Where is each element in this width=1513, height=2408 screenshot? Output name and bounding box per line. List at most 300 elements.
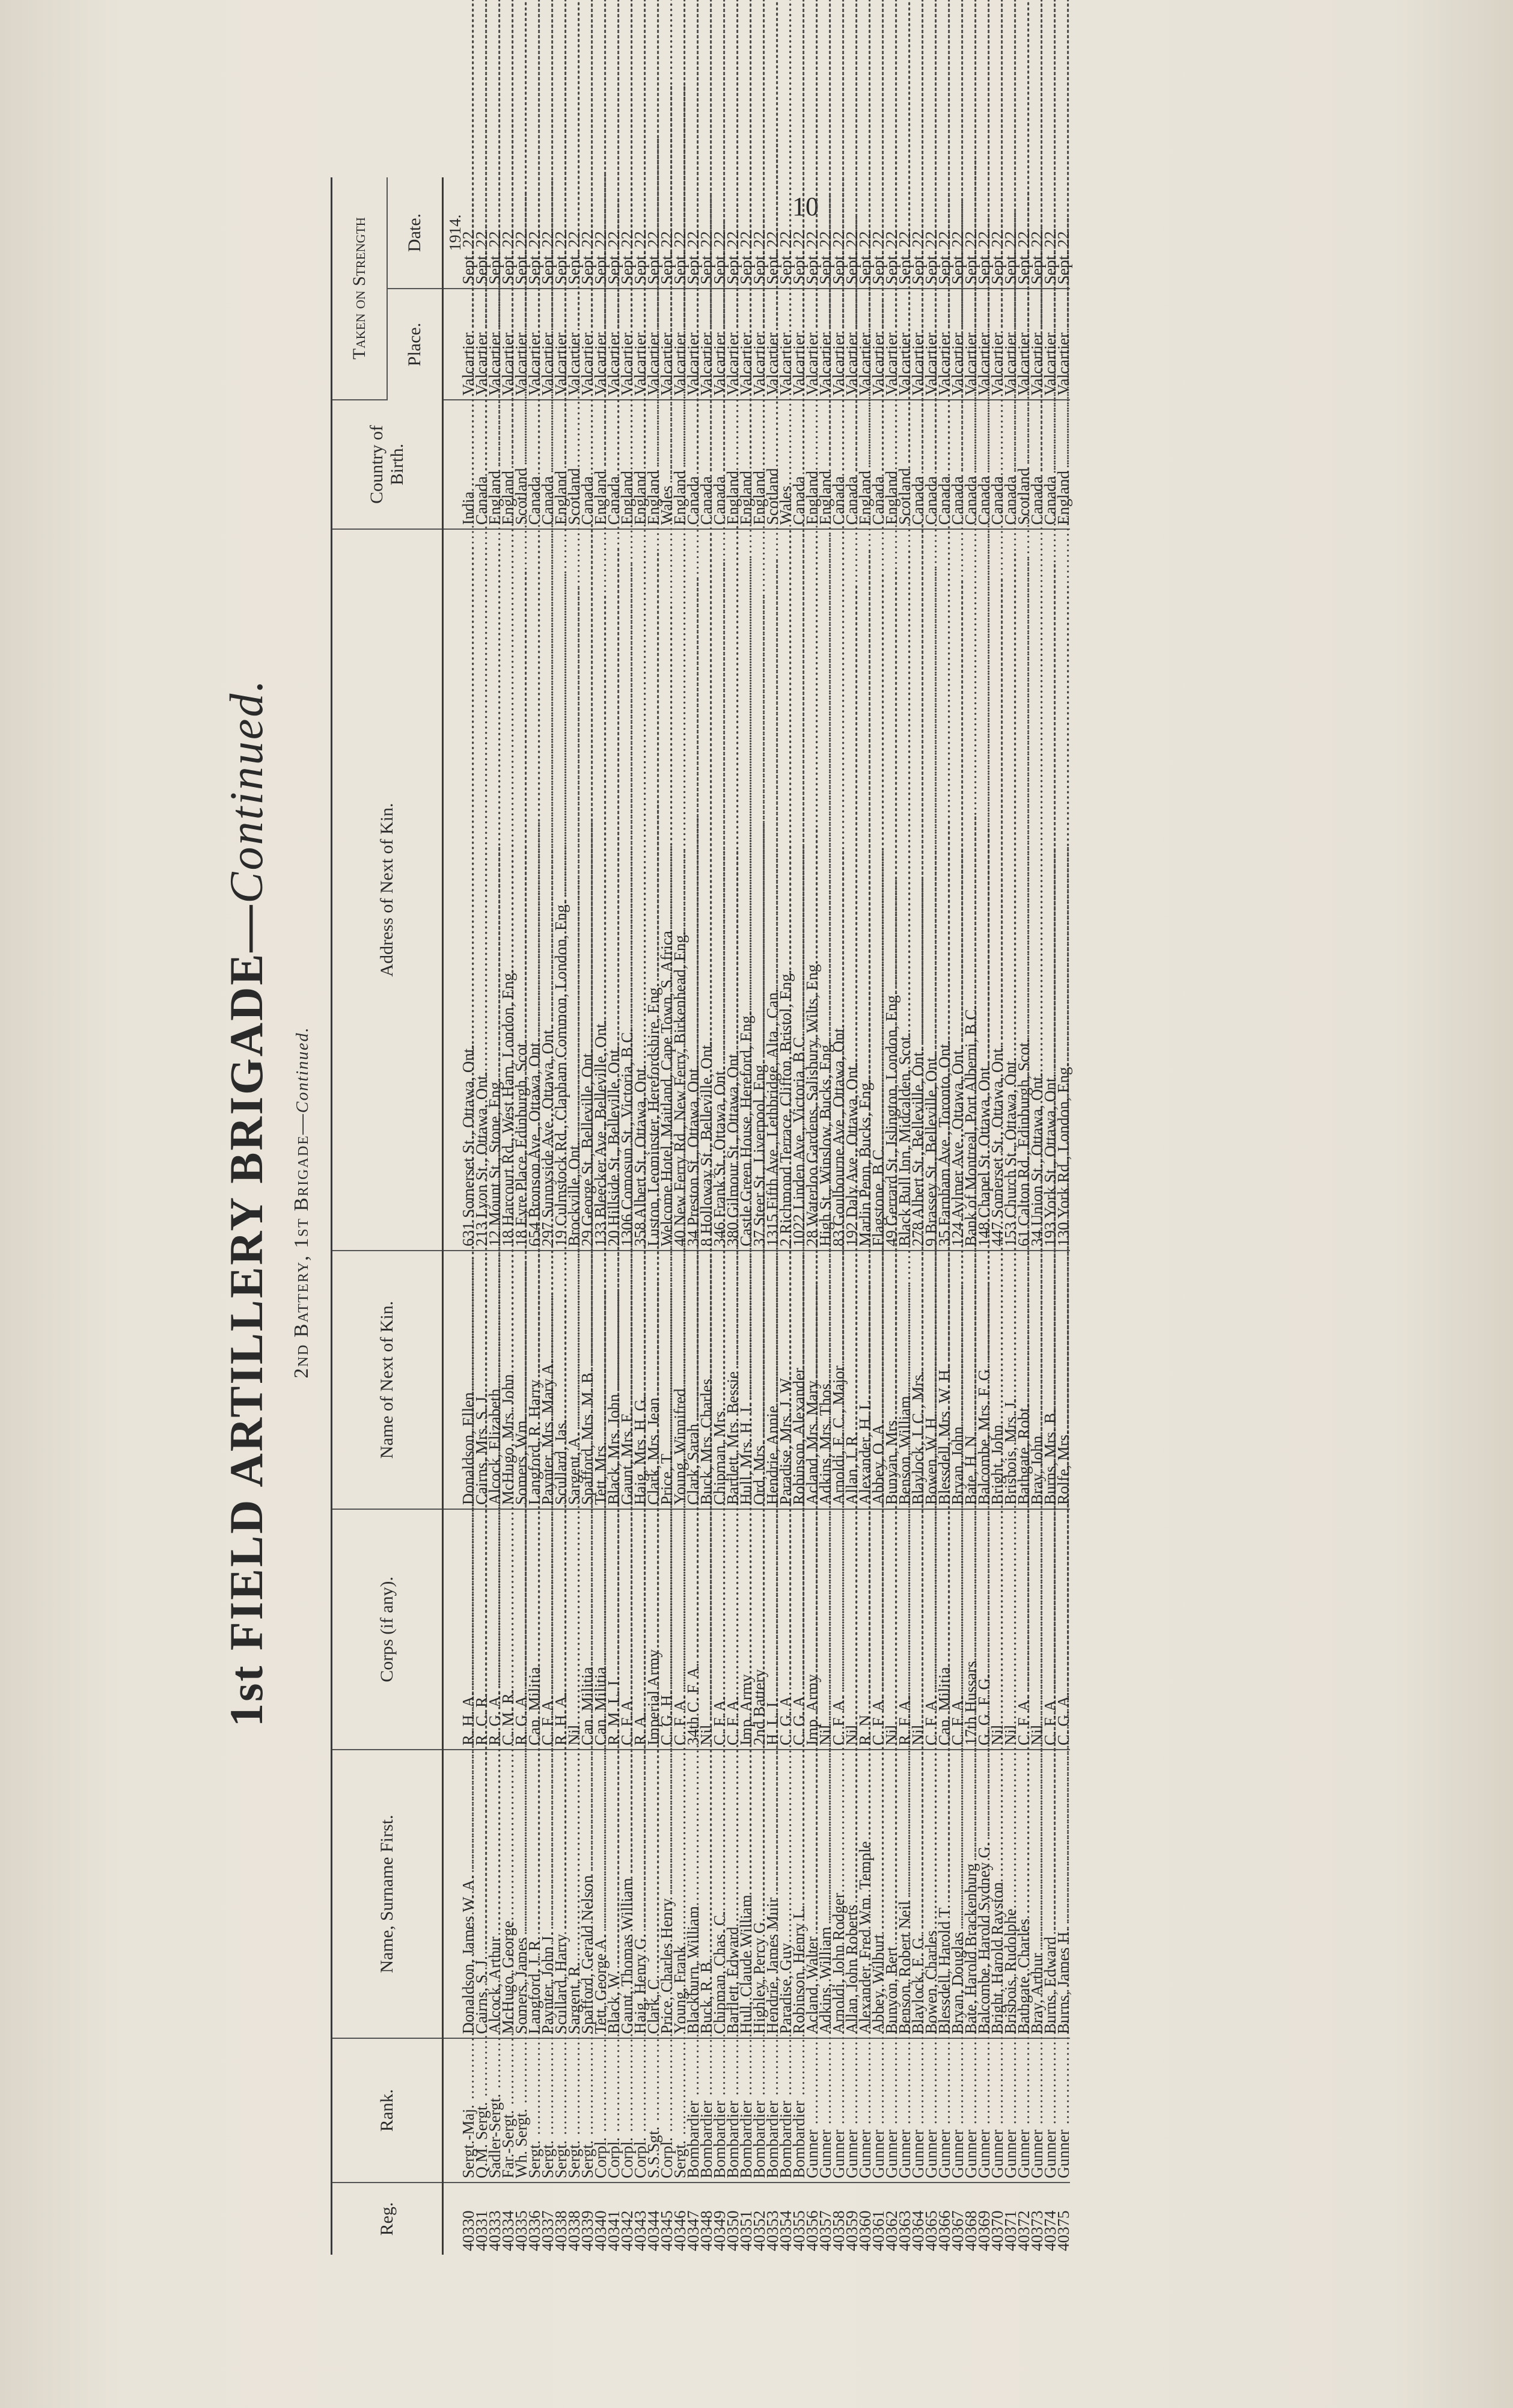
cell-country-text: India ..... — [462, 404, 475, 525]
cell-date-text: Sept. 22 — [869, 231, 887, 284]
header-date: Date. — [387, 177, 443, 289]
cell-reg-text: 40346 — [671, 2210, 689, 2251]
cell-date-text: Sept. 22 — [644, 231, 662, 284]
cell-reg-text: 40334 — [499, 2210, 517, 2251]
cell-date-text: Sept. 22 — [658, 231, 676, 284]
cell-country-text: Wales ..... — [660, 404, 673, 525]
cell-kin-name-text: Clark, Sarah ..... — [686, 1255, 700, 1505]
cell-kin-name-text: Adkins, Mrs. Thos. ..... — [819, 1255, 832, 1505]
cell-name-text: Scullard, Harry ..... — [554, 1754, 567, 2034]
cell-kin-address-text: 2 Richmond Terrace, Clifton, Bristol, Eng. ..... — [779, 533, 792, 1246]
cell-rank-text: Gunner ..... — [1057, 2042, 1070, 2178]
cell-corps-text: Imperial Army ..... — [647, 1513, 660, 1745]
cell-kin-name-text: Bunyan, Mrs. ..... — [885, 1255, 898, 1505]
cell-rank-text: Gunner ..... — [885, 2042, 898, 2178]
cell-kin-name-text: Bate, H. N. ..... — [964, 1255, 977, 1505]
cell-country-text: Scotland ..... — [898, 404, 911, 525]
cell-kin-name-text: Bartlett, Mrs. Bessie ..... — [726, 1255, 739, 1505]
cell-rank-text: Gunner ..... — [898, 2042, 911, 2178]
cell-corps — [1054, 1509, 1072, 1750]
title-continued: Continued. — [220, 678, 272, 904]
cell-name-text: Sargent, R. ..... — [567, 1754, 581, 2034]
cell-date-text: Sept. 22 — [711, 231, 729, 284]
cell-reg-text: 40368 — [962, 2210, 980, 2251]
cell-date-text: Sept. 22 — [486, 231, 504, 284]
cell-name-text: Spafford, Gerald Nelson ..... — [581, 1754, 594, 2034]
cell-kin-address-text: Luston, Leominster, Herefordshire, Eng. ..... — [647, 533, 660, 1246]
cell-kin-name-text: Robinson, Alexander ..... — [792, 1255, 805, 1505]
header-taken-on-strength: Taken on Strength — [332, 177, 388, 400]
cell-reg-text: 40363 — [896, 2210, 914, 2251]
cell-rank-text: Far.-Sergt. ..... — [501, 2042, 515, 2178]
cell-rank-text: Wh. Sergt. ..... — [515, 2042, 528, 2178]
cell-place-text: Valcartier ..... — [1044, 293, 1057, 396]
cell-place-text: Valcartier ..... — [726, 293, 739, 396]
cell-date-text: Sept. 22 — [962, 231, 980, 284]
cell-date-text: Sept. 22 — [512, 231, 530, 284]
cell-name-text: Adkins, William ..... — [819, 1754, 832, 2034]
cell-reg-text: 40339 — [578, 2210, 596, 2251]
cell-kin-address-text: Black Bull Inn, Midcalden, Scot. ..... — [898, 533, 911, 1246]
cell-place-text: Valcartier ..... — [475, 293, 488, 396]
cell-place-text: Valcartier ..... — [1057, 293, 1070, 396]
cell-place-text: Valcartier ..... — [872, 293, 885, 396]
cell-place-text: Valcartier ..... — [647, 293, 660, 396]
cell-date-text: Sept. 22 — [803, 231, 821, 284]
cell-corps-text: Can. Militia ..... — [581, 1513, 594, 1745]
cell-kin-name-text: Gaunt, Mrs. E. ..... — [620, 1255, 634, 1505]
cell-reg-text: 40351 — [737, 2210, 755, 2251]
cell-date-text: Sept. 22 — [1028, 231, 1046, 284]
cell-kin-name-text: Donaldson, Ellen ..... — [462, 1255, 475, 1505]
cell-kin-name-text: Abbey, O. A. ..... — [872, 1255, 885, 1505]
cell-place-text: Valcartier ..... — [700, 293, 713, 396]
cell-name-text: Bowen, Charles ..... — [925, 1754, 938, 2034]
cell-place-text: Valcartier ..... — [673, 293, 686, 396]
cell-reg-text: 40364 — [909, 2210, 927, 2251]
header-rank: Rank. — [332, 2038, 443, 2183]
cell-kin-address-text: 631 Somerset St., Ottawa, Ont. ..... — [462, 533, 475, 1246]
cell-date-text: Sept. 22 — [1015, 231, 1033, 284]
cell-kin-name-text: Hendrie, Annie ..... — [766, 1255, 779, 1505]
cell-date-text: Sept. 22 — [975, 231, 993, 284]
cell-kin-address-text: 1306 Comosun St., Victoria, B.C. ..... — [620, 533, 634, 1246]
cell-reg — [1054, 2183, 1072, 2255]
cell-corps-text: R. G. A. ..... — [488, 1513, 501, 1745]
cell-country-text: Canada ..... — [686, 404, 700, 525]
cell-reg-text: 40365 — [922, 2210, 940, 2251]
cell-kin-name-text: Brisbois, Mrs. J. ..... — [1004, 1255, 1017, 1505]
cell-date-text: Sept. 22 — [856, 231, 874, 284]
cell-reg-text: 40343 — [631, 2210, 649, 2251]
cell-name-text: Tett, George A. ..... — [594, 1754, 607, 2034]
cell-kin-address-text: 28 Waterloo Gardens, Salisbury, Wilts, Eng. ..... — [805, 533, 819, 1246]
cell-date-text: Sept. 22 — [631, 231, 649, 284]
cell-kin-name-text: Balcombe, Mrs. F. G. ..... — [977, 1255, 991, 1505]
cell-place-text: Valcartier ..... — [858, 293, 872, 396]
cell-country-text: Scotland ..... — [1017, 404, 1030, 525]
cell-place-text: Valcartier ..... — [554, 293, 567, 396]
cell-rank-text: Gunner ..... — [925, 2042, 938, 2178]
cell-corps-text: R. F. A. ..... — [898, 1513, 911, 1745]
cell-reg-text: 40331 — [472, 2210, 491, 2251]
cell-country-text: Canada ..... — [991, 404, 1004, 525]
cell-kin-address-text: 124 Aylmer Ave., Ottawa, Ont. ..... — [951, 533, 964, 1246]
header-country: Country of Birth. — [332, 400, 443, 529]
cell-place-text: Valcartier ..... — [1004, 293, 1017, 396]
cell-date-text: Sept. 22 — [843, 231, 861, 284]
cell-country — [1054, 400, 1072, 529]
cell-corps-text: Imp. Army ..... — [805, 1513, 819, 1745]
subtitle-continued: Continued. — [293, 1026, 312, 1114]
cell-place-text: Valcartier ..... — [991, 293, 1004, 396]
cell-date-text: Sept. 22 — [697, 231, 715, 284]
cell-corps-text: C. F. A. ..... — [673, 1513, 686, 1745]
cell-name-text: Hull, Claude William ..... — [739, 1754, 753, 2034]
cell-rank-text: Sergt. ..... — [581, 2042, 594, 2178]
cell-reg-text: 40370 — [988, 2210, 1006, 2251]
cell-country-text: Scotland ..... — [567, 404, 581, 525]
cell-place-text: Valcartier ..... — [501, 293, 515, 396]
cell-place-text: Valcartier ..... — [819, 293, 832, 396]
cell-country-text: England ..... — [885, 404, 898, 525]
cell-rank-text: Bombardier ..... — [713, 2042, 726, 2178]
cell-date-text: Sept. 22 — [882, 231, 900, 284]
cell-name-text: Bray, Arthur ..... — [1030, 1754, 1044, 2034]
cell-kin-address-text: 83 Goulbourne Ave., Ottawa, Ont. ..... — [832, 533, 845, 1246]
cell-place-text: Valcartier ..... — [620, 293, 634, 396]
cell-rank-text: Corpl. ..... — [607, 2042, 620, 2178]
cell-country-text: England ..... — [554, 404, 567, 525]
cell-name-text: Gaunt, Thomas William ..... — [620, 1754, 634, 2034]
cell-place-text: Valcartier ..... — [779, 293, 792, 396]
cell-rank-text: Gunner ..... — [832, 2042, 845, 2178]
cell-kin-address-text: 18 Eyre Place, Edinburgh, Scot. ..... — [515, 533, 528, 1246]
cell-date-text: Sept. 22 — [525, 231, 543, 284]
cell-date-text: Sept. 22 — [763, 231, 781, 284]
cell-date-text: Sept. 22 — [777, 231, 795, 284]
cell-corps-text: C. G. H. ..... — [660, 1513, 673, 1745]
cell-country-text: Canada ..... — [964, 404, 977, 525]
cell-rank-text: Sergt. ..... — [528, 2042, 541, 2178]
cell-kin-address-text: 213 Lyon St., Ottawa, Ont. ..... — [475, 533, 488, 1246]
header-corps: Corps (if any). — [332, 1509, 443, 1750]
cell-corps-text: C. F. A. ..... — [541, 1513, 554, 1745]
cell-kin-name-text: Chipman, Mrs. ..... — [713, 1255, 726, 1505]
cell-corps-text: C. G. A. ..... — [779, 1513, 792, 1745]
cell-place-text: Valcartier ..... — [528, 293, 541, 396]
cell-country-text: Canada ..... — [845, 404, 858, 525]
cell-rank-text: Sergt. ..... — [554, 2042, 567, 2178]
cell-kin-name-text: Paynter, Mrs. Mary A. ..... — [541, 1255, 554, 1505]
cell-corps-text: Imp. Army ..... — [739, 1513, 753, 1745]
table-body — [443, 177, 1071, 2255]
cell-kin-address-text: 1315 Fifth Ave., Lethbridge, Alta., Can. ..... — [766, 533, 779, 1246]
cell-corps-text: C. F. A. ..... — [726, 1513, 739, 1745]
cell-place-text: Valcartier ..... — [567, 293, 581, 396]
cell-place-text: Valcartier ..... — [581, 293, 594, 396]
cell-kin-name-text: Blaylock, J. C., Mrs. ..... — [911, 1255, 925, 1505]
cell-name-text: Somers, James ..... — [515, 1754, 528, 2034]
cell-kin-address-text: Welcome Hotel, Maitland, Cape Town, S. Africa ..... — [660, 533, 673, 1246]
cell-rank-text: Gunner ..... — [991, 2042, 1004, 2178]
cell-corps-text: 2nd Battery ..... — [753, 1513, 766, 1745]
cell-country-text: Canada ..... — [977, 404, 991, 525]
nominal-roll-table — [331, 177, 1070, 2255]
cell-reg-text: 40333 — [486, 2210, 504, 2251]
cell-kin-name-text: Bryan, John ..... — [951, 1255, 964, 1505]
cell-rank-text: Sergt. ..... — [673, 2042, 686, 2178]
cell-name-text: Benson, Robert Neil ..... — [898, 1754, 911, 2034]
cell-place-text: Valcartier ..... — [1030, 293, 1044, 396]
cell-name-text: Paynter, John J. ..... — [541, 1754, 554, 2034]
cell-kin-name-text: Bray, John ..... — [1030, 1255, 1044, 1505]
header-name: Name, Surname First. — [332, 1750, 443, 2038]
cell-country-text: England ..... — [805, 404, 819, 525]
cell-reg-text: 40360 — [856, 2210, 874, 2251]
cell-date-text: Sept. 22 — [988, 231, 1006, 284]
cell-country-text: Canada ..... — [581, 404, 594, 525]
cell-name-text: Blaylock, E. G. ..... — [911, 1754, 925, 2034]
cell-name-text: Clark, C. ..... — [647, 1754, 660, 2034]
cell-country-text: Canada ..... — [475, 404, 488, 525]
cell-rank-text: Gunner ..... — [911, 2042, 925, 2178]
cell-place-text: Valcartier ..... — [805, 293, 819, 396]
cell-reg-text: 40340 — [591, 2210, 610, 2251]
cell-kin-name-text: Somers, Wm. ..... — [515, 1255, 528, 1505]
cell-date-text: Sept. 22 — [816, 231, 834, 284]
cell-name-text: Young, Frank ..... — [673, 1754, 686, 2034]
cell-rank-text: Bombardier ..... — [766, 2042, 779, 2178]
cell-corps-text: Can. Militia ..... — [594, 1513, 607, 1745]
cell-rank-text: Gunner ..... — [938, 2042, 951, 2178]
cell-reg-text: 40330 — [459, 2210, 477, 2251]
cell-place-text: Valcartier ..... — [938, 293, 951, 396]
title-main: 1st FIELD ARTILLERY BRIGADE — [220, 952, 272, 1727]
cell-place-text: Valcartier ..... — [845, 293, 858, 396]
cell-place-text: Valcartier ..... — [977, 293, 991, 396]
cell-corps-text: Nil ..... — [819, 1513, 832, 1745]
cell-name-text: Abbey, Wilburt ..... — [872, 1754, 885, 2034]
cell-rank — [1054, 2038, 1072, 2183]
header-place: Place. — [387, 289, 443, 400]
cell-country-text: England ..... — [620, 404, 634, 525]
cell-kin-name-text: Benson, William ..... — [898, 1255, 911, 1505]
cell-name-text: Alcock, Arthur ..... — [488, 1754, 501, 2034]
cell-date-text: Sept. 22 — [578, 231, 596, 284]
cell-rank-text: Gunner ..... — [1017, 2042, 1030, 2178]
cell-date-text: Sept. 22 — [565, 231, 583, 284]
cell-country-text: Canada ..... — [1044, 404, 1057, 525]
cell-name-text: Acland, Walter ..... — [805, 1754, 819, 2034]
cell-corps-text: Nil ..... — [991, 1513, 1004, 1745]
cell-country-text: Canada ..... — [911, 404, 925, 525]
cell-reg-text: 40342 — [618, 2210, 636, 2251]
cell-date-text: Sept. 22 — [459, 231, 477, 284]
cell-country-text: England ..... — [739, 404, 753, 525]
cell-reg-text: 40353 — [763, 2210, 781, 2251]
cell-name-text: Blessdell, Harold T. ..... — [938, 1754, 951, 2034]
cell-country-text: Scotland ..... — [766, 404, 779, 525]
year-label: 1914. — [443, 177, 462, 289]
cell-kin-name-text: Blessdell, Mrs. W. H. ..... — [938, 1255, 951, 1505]
cell-country-text: England ..... — [488, 404, 501, 525]
cell-corps-text: C. F. A. ..... — [832, 1513, 845, 1745]
cell-country-text: England ..... — [753, 404, 766, 525]
cell-reg-text: 40348 — [697, 2210, 715, 2251]
cell-name-text: Donaldson, James W. A. ..... — [462, 1754, 475, 2034]
cell-place-text: Valcartier ..... — [964, 293, 977, 396]
cell-name-text: Balcombe, Harold Sydney G. ..... — [977, 1754, 991, 2034]
cell-country-text: England ..... — [634, 404, 647, 525]
cell-kin-name-text: Bathgate, Robt. ..... — [1017, 1255, 1030, 1505]
cell-date-text: Sept. 22 — [922, 231, 940, 284]
cell-corps-text: 17th Hussars ..... — [964, 1513, 977, 1745]
cell-date-text: Sept. 22 — [671, 231, 689, 284]
cell-country-text: England ..... — [726, 404, 739, 525]
cell-kin-name-text: Black, Mrs. John ..... — [607, 1255, 620, 1505]
cell-country-text: Canada ..... — [713, 404, 726, 525]
cell-reg-text: 40349 — [711, 2210, 729, 2251]
cell-kin-address-text: 20 Hillside St., Belleville, Ont. ..... — [607, 533, 620, 1246]
cell-kin-address-text: 49 Gerrard St., Islington, London, Eng. ..... — [885, 533, 898, 1246]
page-subtitle: 2nd Battery, 1st Brigade—Continued. — [290, 1026, 313, 1379]
cell-name-text: Buck, R. B. ..... — [700, 1754, 713, 2034]
cell-country-text: Canada ..... — [607, 404, 620, 525]
cell-place-text: Valcartier ..... — [951, 293, 964, 396]
cell-corps-text: Nil ..... — [845, 1513, 858, 1745]
cell-place-text: Valcartier ..... — [766, 293, 779, 396]
cell-country-text: Canada ..... — [938, 404, 951, 525]
cell-place-text: Valcartier ..... — [713, 293, 726, 396]
subtitle-main: 2nd Battery, 1st Brigade — [290, 1135, 313, 1379]
cell-rank-text: Gunner ..... — [1044, 2042, 1057, 2178]
page-number: 10 — [792, 192, 819, 221]
cell-country-text: England ..... — [1057, 404, 1070, 525]
cell-reg-text: 40341 — [605, 2210, 623, 2251]
cell-rank-text: Bombardier ..... — [792, 2042, 805, 2178]
cell-corps-text: Nil ..... — [1004, 1513, 1017, 1745]
cell-kin-address-text: 380 Gilmour St., Ottawa, Ont. ..... — [726, 533, 739, 1246]
cell-rank-text: Q.M. Sergt. ..... — [475, 2042, 488, 2178]
cell-date-text: Sept. 22 — [949, 231, 967, 284]
cell-date-text: Sept. 22 — [896, 231, 914, 284]
cell-place-text: Valcartier ..... — [925, 293, 938, 396]
cell-corps-text: C. G. A. ..... — [1057, 1513, 1070, 1745]
cell-place-text: Valcartier ..... — [885, 293, 898, 396]
cell-corps-text: Nil ..... — [911, 1513, 925, 1745]
cell-name-text: Paradise, Guy ..... — [779, 1754, 792, 2034]
cell-corps-text: Nil ..... — [700, 1513, 713, 1745]
cell-kin-address-text: 34 Union St., Ottawa, Ont. ..... — [1030, 533, 1044, 1246]
cell-date-text: Sept. 22 — [909, 231, 927, 284]
cell-name-text: Robinson, Henry L. ..... — [792, 1754, 805, 2034]
cell-date-text: Sept. 22 — [684, 231, 702, 284]
cell-country-text: Canada ..... — [872, 404, 885, 525]
header-kin-address: Address of Next of Kin. — [332, 529, 443, 1251]
cell-name-text: Bunyon, Bert ..... — [885, 1754, 898, 2034]
cell-reg-text: 40337 — [539, 2210, 557, 2251]
cell-kin-address-text: 654 Bronson Ave., Ottawa, Ont. ..... — [528, 533, 541, 1246]
cell-name-text: Highley, Percy G. ..... — [753, 1754, 766, 2034]
cell-country-text: England ..... — [819, 404, 832, 525]
cell-kin-name-text: Bowen, W. H. ..... — [925, 1255, 938, 1505]
cell-kin-name-text: Spafford, Mrs. M. B. ..... — [581, 1255, 594, 1505]
cell-reg-text: 40336 — [525, 2210, 543, 2251]
cell-kin-address-text: 192 Daly Ave., Ottawa, Ont. ..... — [845, 533, 858, 1246]
cell-reg-text: 40374 — [1041, 2210, 1059, 2251]
cell-rank-text: S.S.Sgt. ..... — [647, 2042, 660, 2178]
cell-date-text: Sept. 22 — [605, 231, 623, 284]
cell-kin-address-text: 40 New Ferry Rd., New Ferry, Birkenhead, Eng. ..... — [673, 533, 686, 1246]
cell-kin-address-text: Marlin Penn, Bucks, Eng. ..... — [858, 533, 872, 1246]
cell-date-text: Sept. 22 — [1041, 231, 1059, 284]
cell-kin-address-text: 37 Steer St., Liverpool, Eng. ..... — [753, 533, 766, 1246]
cell-rank-text: Corpl. ..... — [634, 2042, 647, 2178]
cell-place-text: Valcartier ..... — [753, 293, 766, 396]
cell-name-text: Haig, Henry G. ..... — [634, 1754, 647, 2034]
cell-kin-name-text: Allan, J. R. ..... — [845, 1255, 858, 1505]
cell-rank-text: Corpl. ..... — [620, 2042, 634, 2178]
cell-rank-text: Bombardier ..... — [753, 2042, 766, 2178]
cell-place-text: Valcartier ..... — [462, 293, 475, 396]
cell-reg-text: 40361 — [869, 2210, 887, 2251]
cell-place-text: Valcartier ..... — [515, 293, 528, 396]
cell-reg-text: 40355 — [790, 2210, 808, 2251]
cell-reg-text: 40367 — [949, 2210, 967, 2251]
cell-rank-text: Bombardier ..... — [739, 2042, 753, 2178]
cell-date-text: Sept. 22 — [1001, 231, 1019, 284]
cell-place-text: Valcartier ..... — [634, 293, 647, 396]
cell-kin-name-text: Price, T. ..... — [660, 1255, 673, 1505]
cell-country-text: Canada ..... — [700, 404, 713, 525]
cell-rank-text: Bombardier ..... — [700, 2042, 713, 2178]
cell-rank-text: Gunner ..... — [819, 2042, 832, 2178]
cell-reg-text: 40352 — [750, 2210, 768, 2251]
cell-place-text: Valcartier ..... — [792, 293, 805, 396]
cell-country-text: Canada ..... — [528, 404, 541, 525]
cell-name-text: Blackburn, William ..... — [686, 1754, 700, 2034]
cell-corps-text: C. F. A. ..... — [872, 1513, 885, 1745]
cell-rank-text: Bombardier ..... — [726, 2042, 739, 2178]
cell-kin-name-text: Cairns, Mrs. S. J. ..... — [475, 1255, 488, 1505]
cell-reg-text: 40344 — [644, 2210, 662, 2251]
cell-kin-name-text: Scullard, Jas. ..... — [554, 1255, 567, 1505]
cell-kin-address-text: 358 Albert St., Ottawa, Ont. ..... — [634, 533, 647, 1246]
cell-kin-name-text: McHugo, Mrs. John ..... — [501, 1255, 515, 1505]
header-kin-name: Name of Next of Kin. — [332, 1251, 443, 1509]
cell-rank-text: Corpl. ..... — [594, 2042, 607, 2178]
cell-date-text: Sept. 22 — [472, 231, 491, 284]
cell-corps-text: Nil ..... — [567, 1513, 581, 1745]
cell-kin-address-text: 8 Holloway St., Belleville, Ont. ..... — [700, 533, 713, 1246]
cell-place-text: Valcartier ..... — [898, 293, 911, 396]
cell-kin-name-text: Rolfe, Mrs. ..... — [1057, 1255, 1070, 1505]
cell-country-text: Canada ..... — [951, 404, 964, 525]
cell-reg-text: 40345 — [658, 2210, 676, 2251]
cell-kin-address-text: 34 Preston St., Ottawa, Ont. ..... — [686, 533, 700, 1246]
cell-rank-text: Gunner ..... — [1030, 2042, 1044, 2178]
cell-rank-text: Gunner ..... — [858, 2042, 872, 2178]
cell-name — [1054, 1750, 1072, 2038]
cell-reg-text: 40372 — [1015, 2210, 1033, 2251]
cell-kin-address-text: 35 Farnham Ave., Toronto, Ont. ..... — [938, 533, 951, 1246]
cell-corps-text: C. F. A. ..... — [620, 1513, 634, 1745]
cell-kin-address-text: Castle Green House, Hereford, Eng. ..... — [739, 533, 753, 1246]
cell-kin-address-text: 346 Frank St., Ottawa, Ont. ..... — [713, 533, 726, 1246]
rotated-content — [219, 150, 1422, 2255]
cell-kin-address-text: 61 Calton Rd., Edinburgh, Scot. ..... — [1017, 533, 1030, 1246]
